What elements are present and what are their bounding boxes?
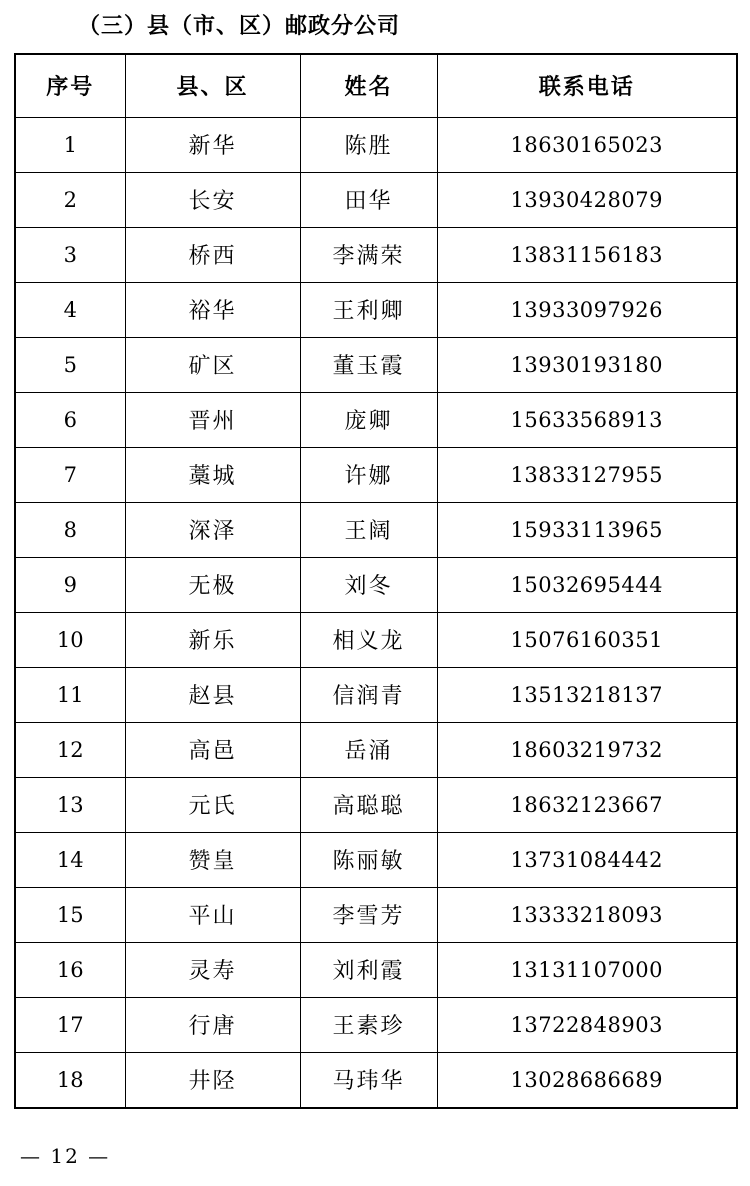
table-row (15, 942, 737, 997)
page-footer: — 12 — (20, 1144, 111, 1168)
cell-phone: 13513218137 (437, 667, 737, 722)
cell-phone: 18632123667 (437, 777, 737, 832)
table-row (15, 722, 737, 777)
cell-district: 平山 (125, 887, 300, 942)
cell-name: 李雪芳 (300, 887, 437, 942)
cell-district: 晋州 (125, 392, 300, 447)
cell-phone: 15933113965 (437, 502, 737, 557)
cell-name: 许娜 (300, 447, 437, 502)
cell-district: 桥西 (125, 227, 300, 282)
cell-phone: 13930428079 (437, 172, 737, 227)
cell-district: 赞皇 (125, 832, 300, 887)
column-header-index: 序号 (15, 54, 125, 118)
cell-index: 18 (15, 1052, 125, 1108)
cell-index: 16 (15, 942, 125, 997)
cell-name: 信润青 (300, 667, 437, 722)
table-row (15, 997, 737, 1052)
cell-phone: 13722848903 (437, 997, 737, 1052)
cell-name: 高聪聪 (300, 777, 437, 832)
cell-index: 2 (15, 172, 125, 227)
cell-district: 新华 (125, 117, 300, 172)
cell-district: 元氏 (125, 777, 300, 832)
cell-index: 14 (15, 832, 125, 887)
cell-index: 11 (15, 667, 125, 722)
cell-index: 7 (15, 447, 125, 502)
cell-phone: 18603219732 (437, 722, 737, 777)
cell-district: 井陉 (125, 1052, 300, 1108)
table-header (15, 54, 737, 118)
cell-index: 10 (15, 612, 125, 667)
cell-district: 裕华 (125, 282, 300, 337)
cell-index: 6 (15, 392, 125, 447)
table-row (15, 282, 737, 337)
table-row (15, 337, 737, 392)
cell-phone: 13933097926 (437, 282, 737, 337)
cell-phone: 15076160351 (437, 612, 737, 667)
cell-name: 王利卿 (300, 282, 437, 337)
cell-index: 3 (15, 227, 125, 282)
cell-name: 李满荣 (300, 227, 437, 282)
table-row (15, 667, 737, 722)
cell-district: 高邑 (125, 722, 300, 777)
cell-district: 灵寿 (125, 942, 300, 997)
cell-name: 马玮华 (300, 1052, 437, 1108)
table-row (15, 832, 737, 887)
cell-name: 庞卿 (300, 392, 437, 447)
cell-district: 深泽 (125, 502, 300, 557)
table-row (15, 447, 737, 502)
cell-index: 9 (15, 557, 125, 612)
cell-district: 赵县 (125, 667, 300, 722)
cell-phone: 13333218093 (437, 887, 737, 942)
cell-phone: 15633568913 (437, 392, 737, 447)
table-row (15, 612, 737, 667)
cell-index: 13 (15, 777, 125, 832)
cell-phone: 18630165023 (437, 117, 737, 172)
cell-index: 15 (15, 887, 125, 942)
cell-index: 1 (15, 117, 125, 172)
column-header-name: 姓名 (300, 54, 437, 118)
section-heading: （三）县（市、区）邮政分公司 (78, 14, 401, 39)
table-row (15, 227, 737, 282)
cell-name: 田华 (300, 172, 437, 227)
cell-phone: 13833127955 (437, 447, 737, 502)
table-row (15, 557, 737, 612)
cell-name: 王素珍 (300, 997, 437, 1052)
cell-phone: 13028686689 (437, 1052, 737, 1108)
table-row (15, 172, 737, 227)
cell-phone: 13930193180 (437, 337, 737, 392)
table-header-row (15, 54, 737, 118)
cell-district: 行唐 (125, 997, 300, 1052)
column-header-district: 县、区 (125, 54, 300, 118)
cell-name: 岳涌 (300, 722, 437, 777)
cell-phone: 13731084442 (437, 832, 737, 887)
cell-phone: 13131107000 (437, 942, 737, 997)
cell-name: 刘冬 (300, 557, 437, 612)
cell-index: 4 (15, 282, 125, 337)
cell-phone: 13831156183 (437, 227, 737, 282)
cell-name: 陈丽敏 (300, 832, 437, 887)
cell-index: 12 (15, 722, 125, 777)
cell-index: 17 (15, 997, 125, 1052)
cell-district: 藁城 (125, 447, 300, 502)
cell-index: 8 (15, 502, 125, 557)
cell-name: 王阔 (300, 502, 437, 557)
table-row (15, 502, 737, 557)
column-header-phone: 联系电话 (437, 54, 737, 118)
cell-name: 董玉霞 (300, 337, 437, 392)
table-row (15, 392, 737, 447)
table-row (15, 117, 737, 172)
cell-district: 矿区 (125, 337, 300, 392)
cell-index: 5 (15, 337, 125, 392)
cell-name: 陈胜 (300, 117, 437, 172)
table-body (15, 117, 737, 1108)
table-row (15, 777, 737, 832)
cell-district: 新乐 (125, 612, 300, 667)
contacts-table (14, 53, 738, 1109)
table-row (15, 887, 737, 942)
cell-name: 相义龙 (300, 612, 437, 667)
table-row (15, 1052, 737, 1108)
cell-district: 无极 (125, 557, 300, 612)
cell-name: 刘利霞 (300, 942, 437, 997)
cell-phone: 15032695444 (437, 557, 737, 612)
cell-district: 长安 (125, 172, 300, 227)
